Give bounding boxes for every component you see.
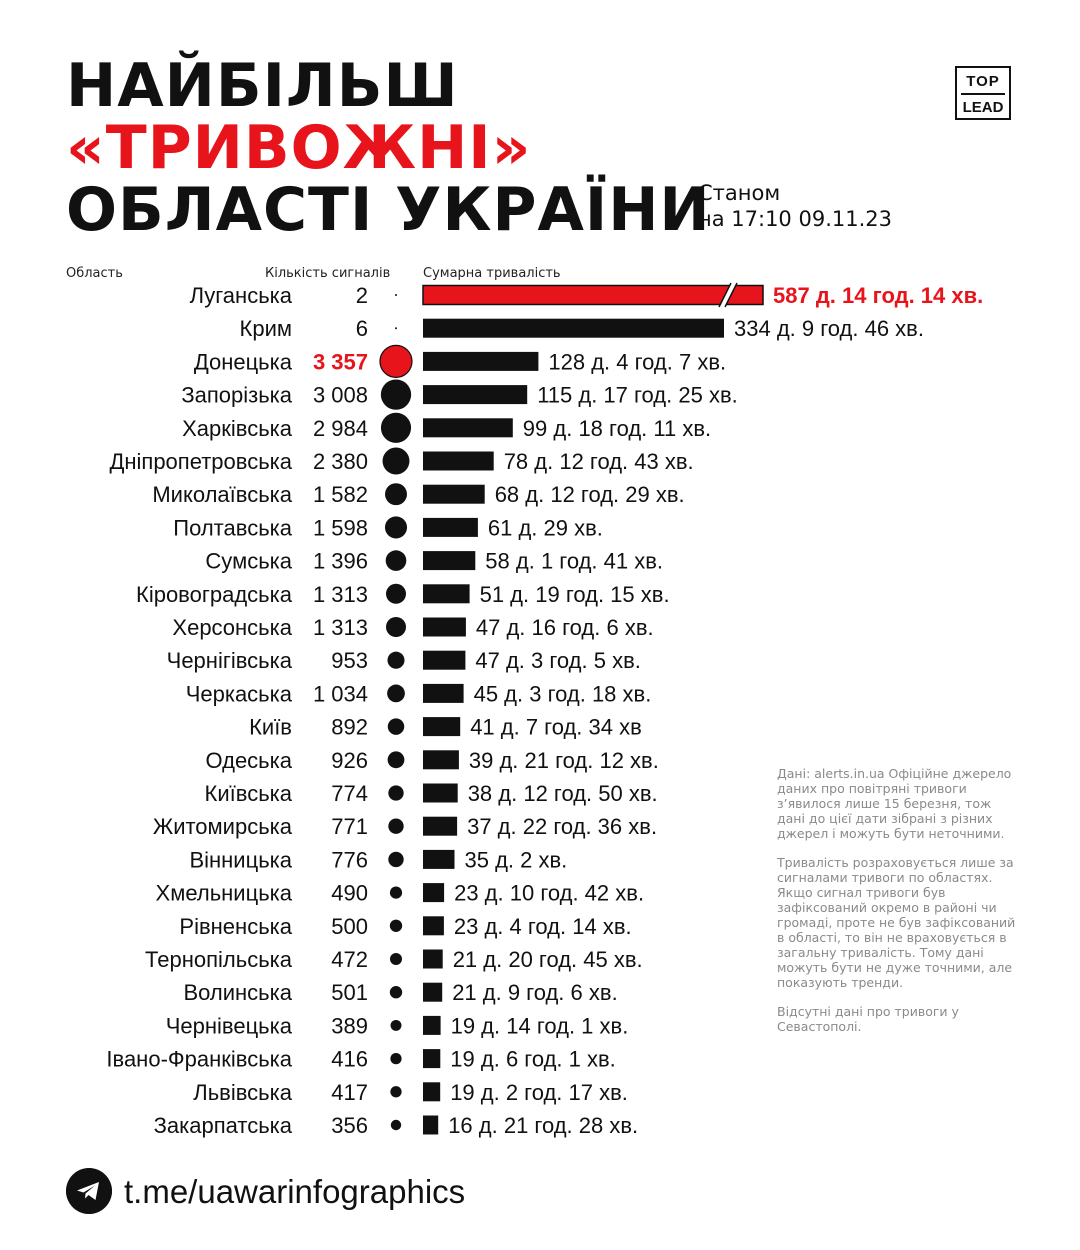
count-label: 2 984 — [312, 415, 368, 441]
duration-label: 51 д. 19 год. 15 хв. — [479, 581, 670, 607]
region-label: Сумська — [205, 548, 292, 574]
duration-label: 61 д. 29 хв. — [487, 515, 603, 541]
region-label: Миколаївська — [152, 482, 292, 508]
duration-label: 99 д. 18 год. 11 хв. — [522, 415, 712, 441]
duration-label: 78 д. 12 год. 43 хв. — [503, 449, 694, 474]
duration-label: 587 д. 14 год. 14 хв. — [773, 283, 984, 308]
title-line-3: ОБЛАСТІ УКРАЇНИ — [66, 175, 711, 245]
region-label: Київ — [249, 714, 292, 740]
count-label: 2 — [355, 283, 368, 308]
region-label: Луганська — [189, 283, 292, 308]
region-label: Вінницька — [189, 847, 292, 873]
count-dot — [386, 550, 407, 571]
count-label: 6 — [355, 316, 368, 342]
duration-bar — [423, 717, 460, 736]
duration-bar — [423, 1016, 441, 1035]
count-label: 892 — [331, 714, 368, 740]
title-line-2: «ТРИВОЖНІ» — [66, 113, 532, 183]
duration-bar — [423, 352, 538, 371]
count-dot — [385, 516, 407, 538]
count-label: 926 — [331, 747, 368, 773]
count-label: 3 008 — [312, 382, 368, 408]
count-dot — [380, 345, 412, 377]
count-label: 500 — [331, 913, 368, 939]
column-header-duration: Сумарна тривалість — [423, 266, 561, 281]
count-label: 490 — [331, 880, 368, 906]
region-label: Житомирська — [152, 814, 292, 840]
count-dot — [388, 819, 403, 834]
count-dot — [388, 718, 405, 735]
region-label: Одеська — [205, 747, 292, 773]
duration-bar — [423, 684, 464, 703]
count-label: 776 — [331, 847, 368, 873]
count-dot — [390, 920, 402, 932]
duration-bar — [423, 618, 466, 637]
duration-bar — [423, 850, 455, 869]
count-label: 3 357 — [312, 349, 368, 375]
count-dot — [390, 953, 402, 965]
duration-label: 47 д. 3 год. 5 хв. — [475, 648, 641, 674]
count-dot — [390, 1053, 401, 1064]
duration-label: 23 д. 10 год. 42 хв. — [454, 880, 645, 906]
duration-bar — [423, 485, 485, 504]
count-dot — [388, 785, 403, 800]
region-label: Закарпатська — [153, 1113, 292, 1138]
count-dot — [387, 685, 405, 703]
region-label: Донецька — [193, 349, 292, 375]
count-label: 774 — [331, 781, 368, 806]
count-dot — [386, 617, 406, 637]
duration-label: 21 д. 20 год. 45 хв. — [452, 947, 643, 972]
duration-bar — [423, 385, 527, 404]
duration-bar — [423, 817, 457, 836]
duration-label: 16 д. 21 год. 28 хв. — [448, 1113, 639, 1138]
duration-bar — [423, 950, 443, 969]
count-label: 771 — [331, 814, 368, 840]
logo-top-text: TOP — [966, 73, 1000, 90]
count-label: 472 — [331, 947, 368, 972]
count-dot — [386, 584, 406, 604]
duration-label: 58 д. 1 год. 41 хв. — [485, 548, 664, 574]
count-label: 356 — [331, 1113, 368, 1138]
duration-label: 19 д. 2 год. 17 хв. — [450, 1079, 628, 1105]
telegram-channel-link[interactable]: t.me/uawarinfographics — [124, 1173, 466, 1210]
duration-bar — [423, 916, 444, 935]
region-label: Чернігівська — [166, 648, 292, 674]
region-label: Полтавська — [173, 515, 292, 541]
duration-bar — [423, 319, 724, 338]
note-method: Тривалість розраховується лише за сигналами тривоги по областях. Якщо сигнал тривоги був зафіксований окремо в районі чи громаді, проте не був зафіксований в області, то він не враховується в загальну тривалість. Тому дані можуть бути не дуже точними, але показують тренди. — [777, 855, 1016, 990]
as-of-label: Станом — [698, 181, 781, 205]
duration-bar — [423, 1049, 440, 1068]
title-line-1: НАЙБІЛЬШ — [66, 51, 459, 121]
duration-label: 19 д. 14 год. 1 хв. — [450, 1013, 629, 1039]
duration-label: 115 д. 17 год. 25 хв. — [537, 382, 738, 408]
duration-label: 45 д. 3 год. 18 хв. — [473, 681, 652, 707]
column-header-region: Область — [66, 266, 123, 281]
count-label: 953 — [331, 648, 368, 674]
count-label: 1 034 — [312, 681, 368, 707]
count-label: 1 598 — [312, 515, 368, 541]
duration-bar — [423, 1082, 440, 1101]
duration-bar — [423, 584, 470, 603]
duration-bar — [423, 750, 459, 769]
duration-label: 41 д. 7 год. 34 хв — [470, 714, 642, 740]
duration-label: 128 д. 4 год. 7 хв. — [548, 349, 727, 375]
duration-bar — [423, 286, 763, 305]
duration-label: 68 д. 12 год. 29 хв. — [494, 482, 685, 508]
duration-bar — [423, 651, 465, 670]
count-dot — [395, 327, 397, 329]
count-dot — [383, 448, 410, 475]
note-sevastopol: Відсутні дані про тривоги у Севастополі. — [777, 1004, 959, 1034]
count-label: 1 582 — [312, 482, 368, 508]
region-label: Рівненська — [179, 913, 292, 939]
region-label: Чернівецька — [165, 1013, 292, 1039]
count-label: 1 313 — [312, 581, 368, 607]
duration-bar — [423, 1116, 438, 1135]
count-label: 1 396 — [312, 548, 368, 574]
count-dot — [395, 294, 397, 296]
region-label: Дніпропетровська — [109, 449, 292, 474]
duration-label: 23 д. 4 год. 14 хв. — [453, 913, 632, 939]
count-label: 2 380 — [312, 449, 368, 474]
duration-bar — [423, 551, 475, 570]
count-dot — [387, 652, 404, 669]
count-dot — [390, 1086, 401, 1097]
duration-label: 47 д. 16 год. 6 хв. — [475, 615, 654, 640]
count-dot — [390, 986, 402, 998]
duration-bar — [423, 518, 478, 537]
region-label: Волинська — [183, 980, 292, 1006]
count-label: 417 — [331, 1079, 368, 1105]
count-dot — [390, 886, 402, 898]
duration-label: 37 д. 22 год. 36 хв. — [467, 814, 658, 840]
region-label: Херсонська — [172, 615, 292, 640]
region-label: Івано-Франківська — [106, 1046, 292, 1072]
duration-bar — [423, 452, 494, 471]
count-label: 501 — [331, 980, 368, 1006]
count-dot — [388, 852, 403, 867]
count-dot — [391, 1120, 401, 1130]
count-label: 416 — [331, 1046, 368, 1072]
duration-bar — [423, 983, 442, 1002]
region-label: Кіровоградська — [136, 581, 292, 607]
count-dot — [391, 1020, 402, 1031]
duration-label: 35 д. 2 хв. — [464, 847, 568, 873]
region-label: Черкаська — [185, 681, 292, 707]
duration-bar — [423, 418, 513, 437]
count-dot — [381, 379, 411, 409]
column-header-count: Кількість сигналів — [265, 266, 391, 281]
duration-label: 21 д. 9 год. 6 хв. — [452, 980, 618, 1006]
duration-bar — [423, 883, 444, 902]
as-of-value: на 17:10 09.11.23 — [698, 207, 892, 231]
region-label: Запорізька — [181, 382, 292, 408]
count-dot — [381, 413, 411, 443]
duration-label: 334 д. 9 год. 46 хв. — [734, 316, 924, 342]
count-label: 389 — [331, 1013, 368, 1039]
count-label: 1 313 — [312, 615, 368, 640]
region-label: Крим — [239, 316, 292, 342]
notes-panel — [777, 766, 1017, 1048]
logo-bottom-text: LEAD — [961, 93, 1005, 116]
region-label: Хмельницька — [155, 880, 292, 906]
duration-label: 19 д. 6 год. 1 хв. — [450, 1046, 616, 1072]
telegram-icon[interactable] — [66, 1168, 112, 1214]
count-dot — [385, 483, 407, 505]
duration-label: 39 д. 21 год. 12 хв. — [468, 747, 659, 773]
note-source: Дані: alerts.in.ua Офіційне джерело даних про повітряні тривоги з’явилося лише 15 березня, тож дані до цієї дати зібрані з різних джерел і можуть бути неточними. — [777, 766, 1012, 841]
region-label: Київська — [204, 781, 292, 806]
duration-label: 38 д. 12 год. 50 хв. — [467, 781, 658, 806]
region-label: Львівська — [193, 1079, 292, 1105]
region-label: Харківська — [182, 415, 292, 441]
count-dot — [388, 751, 405, 768]
region-label: Тернопільська — [145, 947, 292, 972]
duration-bar — [423, 784, 458, 803]
